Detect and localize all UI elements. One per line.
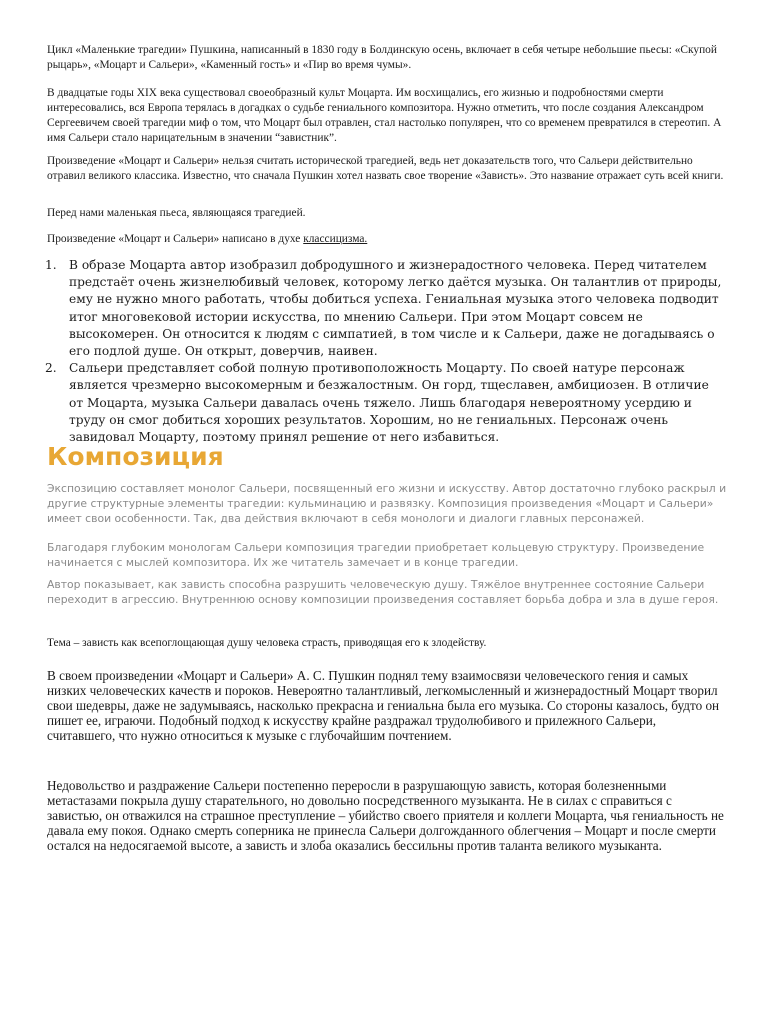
body-paragraph-genius: В своем произведении «Моцарт и Сальери» А. С. Пушкин поднял тему взаимосвязи человеческого гения и самых низких человеческих качеств и пороков. Невероятно талантливый, легкомысленный и жизнерадостный Моцарт творил свои шедевры, даже не задумываясь, насколько прекрасна и гениальна была его музыка. Со стороны казалось, будто он пишет ее, играючи. Подобный подход к искусству крайне раздражал трудолюбивого и прилежного Сальери, считавшего, что нужно относиться к музыке с глубочайшим почтением.: [47, 668, 720, 744]
classicism-link[interactable]: классицизма.: [303, 233, 368, 245]
list-item-salieri: [45, 360, 725, 446]
list-item-text: Сальери представляет собой полную противоположность Моцарту. По своей натуре персонаж является чрезмерно высокомерным и безжалостным. Он горд, тщеславен, амбициозен. В отличие от Моцарта, музыка Сальери давалась очень тяжело. Лишь благодаря невероятному усердию и труду он смог добиться хороших результатов. Хорошим, но не гениальных. Персонаж очень завидовал Моцарту, поэтому принял решение от него избавиться.: [69, 361, 709, 445]
intro-paragraph-not-historical: Произведение «Моцарт и Сальери» нельзя считать исторической трагедией, ведь нет доказательств того, что Сальери действительно отравил великого классика. Известно, что сначала Пушкин хотел назвать свое творение «Зависть». Это название отражает суть всей книги.: [47, 155, 724, 182]
body-paragraph-envy: Недовольство и раздражение Сальери постепенно переросли в разрушающую зависть, которая болезненными метастазами покрыла душу старательного, но довольно посредственного музыканта. Не в силах с справиться с завистью, он отважился на страшное преступление – убийство своего приятеля и коллеги Моцарта, чья гениальность не давала ему покоя. Однако смерть соперника не принесла Сальери долгожданного облегчения – Моцарт и после смерти остался на недосягаемой высоте, а зависть и злоба оказались бессильны против таланта великого музыканта.: [47, 778, 724, 854]
classicism-prefix: Произведение «Моцарт и Сальери» написано в духе: [47, 233, 304, 245]
intro-paragraph-classicism: [47, 232, 727, 247]
list-item-mozart: [45, 257, 725, 360]
composition-paragraph-ring-structure: Благодаря глубоким монологам Сальери композиция трагедии приобретает кольцевую структуру. Произведение начинается с мыслей композитора. Их же читатель замечает и в конце трагедии.: [47, 541, 705, 569]
intro-paragraph-mozart-cult: В двадцатые годы XIX века существовал своеобразный культ Моцарта. Им восхищались, его жизнью и подробностями смерти интересовались, вся Европа терялась в догадках о судьбе гениального композитора. Нужно отметить, что после создания Александром Сергеевичем своей трагедии миф о том, что Моцарт был отравлен, стал настолько популярен, что со временем превратился в стереотип. А имя Сальери стало нарицательным в значении “завистник”.: [47, 87, 722, 144]
list-number: 2.: [45, 361, 57, 376]
intro-paragraph-cycle: Цикл «Маленькие трагедии» Пушкина, написанный в 1830 году в Болдинскую осень, включает в себя четыре небольшие пьесы: «Скупой рыцарь», «Моцарт и Сальери», «Каменный гость» и «Пир во время чумы».: [47, 44, 717, 71]
composition-heading: Композиция: [47, 442, 224, 471]
characters-list: [45, 257, 725, 446]
theme-paragraph: Тема – зависть как всепоглощающая душу человека страсть, приводящая его к злодейству.: [47, 637, 487, 649]
intro-paragraph-small-play: Перед нами маленькая пьеса, являющаяся трагедией.: [47, 207, 306, 219]
list-item-text: В образе Моцарта автор изобразил добродушного и жизнерадостного человека. Перед читателем предстаёт очень жизнелюбивый человек, которому легко даётся музыка. Он талантлив от природы, ему не нужно много работать, чтобы добиться успеха. Гениальная музыка этого человека подводит итог многовековой истории искусства, по мнению Сальери. При этом Моцарт совсем не высокомерен. Он относится к людям с симпатией, в том числе и к Сальери, даже не догадываясь о его подлой душе. Он открыт, доверчив, наивен.: [69, 258, 722, 359]
composition-paragraph-exposition: Экспозицию составляет монолог Сальери, посвященный его жизни и искусству. Автор достаточно глубоко раскрыл и другие структурные элементы трагедии: кульминацию и развязку. Композиция произведения «Моцарт и Сальери» имеет свои особенности. Так, два действия включают в себя монологи и диалоги главных персонажей.: [47, 482, 727, 525]
list-number: 1.: [45, 258, 57, 272]
composition-paragraph-envy: Автор показывает, как зависть способна разрушить человеческую душу. Тяжёлое внутреннее состояние Сальери переходит в агрессию. Внутреннюю основу композиции произведения составляет борьба добра и зла в душе героя.: [47, 578, 719, 606]
